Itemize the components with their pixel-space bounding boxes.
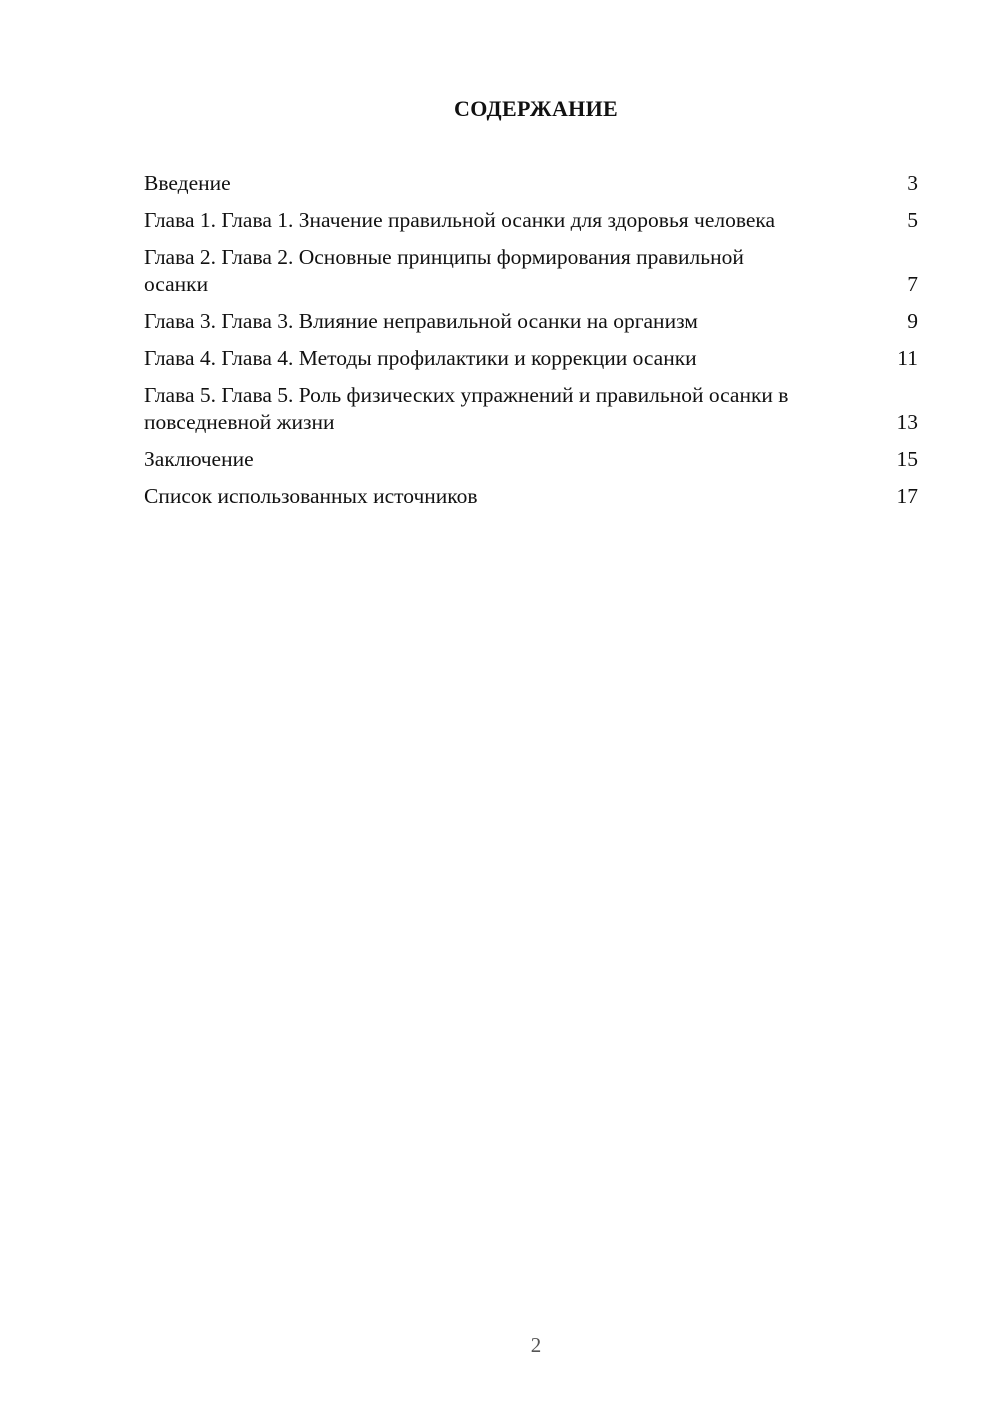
- toc-entry-conclusion: [144, 446, 918, 473]
- toc-entry-introduction: [144, 170, 918, 197]
- toc-entry-chapter-4: [144, 345, 918, 372]
- toc-entry-title: Заключение: [144, 447, 254, 471]
- toc-entry-title: Введение: [144, 171, 231, 195]
- toc-entry-title: Глава 1. Глава 1. Значение правильной осанки для здоровья человека: [144, 208, 776, 232]
- toc-entry-page: 11: [897, 346, 918, 370]
- toc-entry-title: Глава 2. Глава 2. Основные принципы формирования правильной осанки: [144, 245, 744, 296]
- toc-entry-chapter-3: [144, 308, 918, 335]
- toc-entry-title: Глава 4. Глава 4. Методы профилактики и коррекции осанки: [144, 346, 697, 370]
- toc-entry-page: 17: [896, 484, 918, 508]
- toc-entry-page: 3: [907, 171, 918, 195]
- toc-entry-page: 9: [907, 309, 918, 333]
- table-of-contents: [144, 170, 918, 520]
- toc-entry-page: 15: [896, 447, 918, 471]
- toc-entry-page: 7: [907, 272, 918, 296]
- toc-entry-chapter-5: [144, 382, 918, 436]
- toc-entry-title: Глава 5. Глава 5. Роль физических упражнений и правильной осанки в повседневной жизни: [144, 383, 789, 434]
- toc-entry-title: Глава 3. Глава 3. Влияние неправильной осанки на организм: [144, 309, 698, 333]
- toc-entry-chapter-1: [144, 207, 918, 234]
- toc-entry-page: 5: [907, 208, 918, 232]
- toc-entry-title: Список использованных источников: [144, 484, 478, 508]
- toc-entry-chapter-2: [144, 244, 918, 298]
- toc-entry-references: [144, 483, 918, 510]
- page-title: СОДЕРЖАНИЕ: [454, 96, 618, 121]
- page-number: 2: [530, 1333, 542, 1357]
- toc-entry-page: 13: [896, 410, 918, 434]
